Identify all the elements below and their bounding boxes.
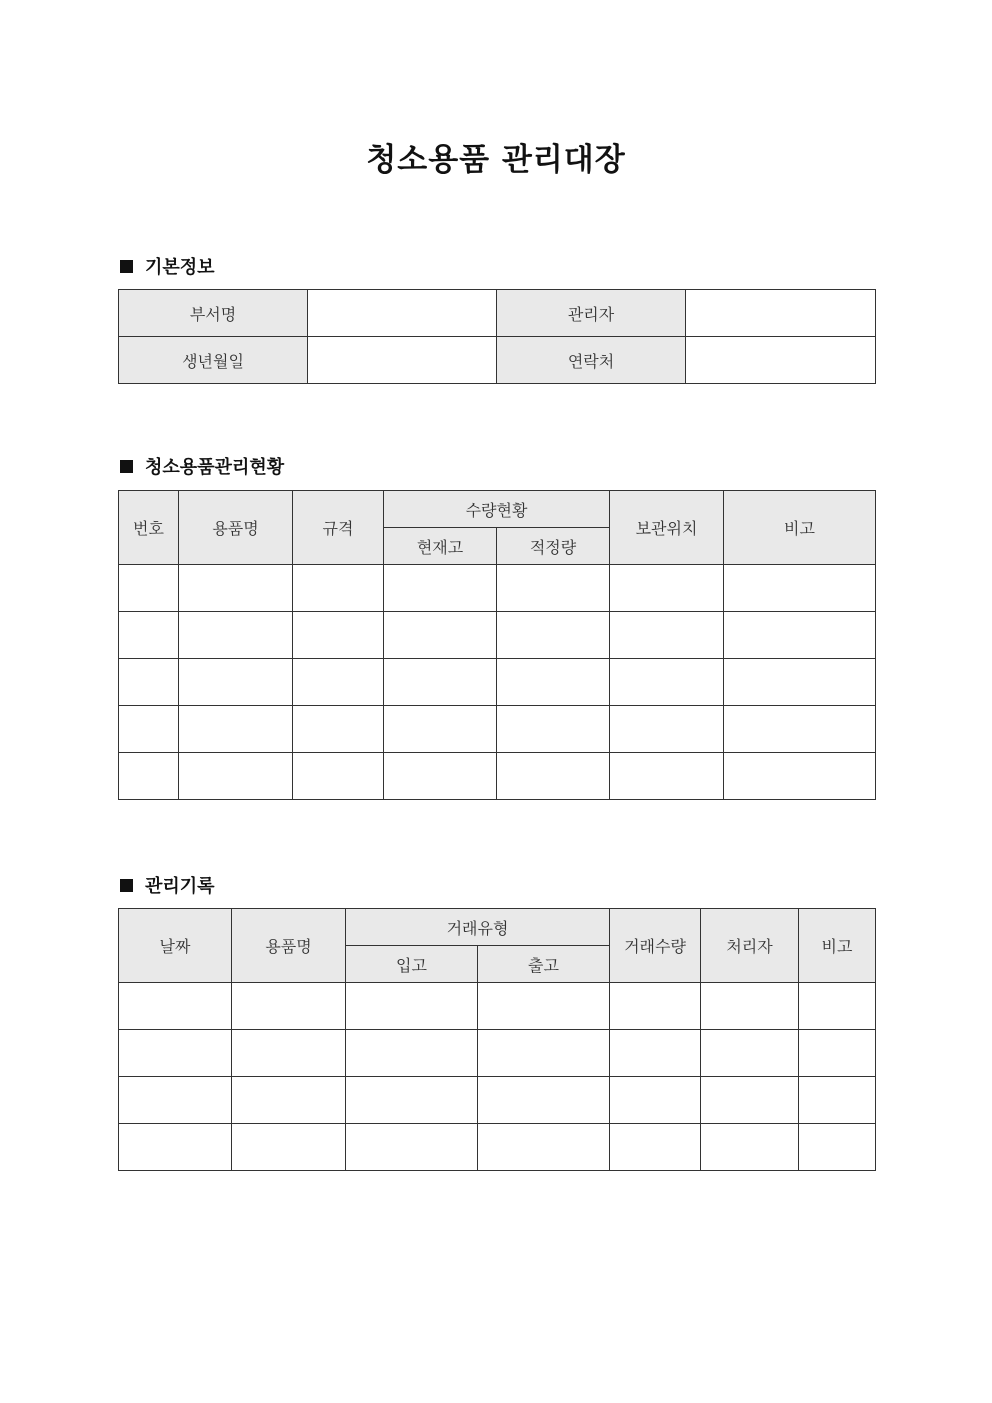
item-name-cell[interactable]	[232, 1030, 346, 1077]
table-row	[119, 612, 876, 659]
item-name-cell[interactable]	[179, 612, 293, 659]
basic-info-table	[118, 289, 876, 384]
item-name-cell[interactable]	[232, 983, 346, 1030]
header-handler: 처리자	[701, 909, 799, 983]
outgoing-cell[interactable]	[478, 1124, 610, 1171]
manager-field[interactable]	[686, 290, 876, 337]
header-remarks: 비고	[799, 909, 876, 983]
table-row	[119, 706, 876, 753]
current-stock-cell[interactable]	[384, 612, 497, 659]
header-item-name: 용품명	[232, 909, 346, 983]
number-cell[interactable]	[119, 612, 179, 659]
proper-amount-cell[interactable]	[497, 706, 610, 753]
contact-field[interactable]	[686, 337, 876, 384]
number-cell[interactable]	[119, 659, 179, 706]
header-transaction-qty: 거래수량	[610, 909, 701, 983]
remarks-cell[interactable]	[799, 1077, 876, 1124]
remarks-cell[interactable]	[724, 612, 876, 659]
storage-location-cell[interactable]	[610, 565, 724, 612]
department-field[interactable]	[308, 290, 497, 337]
item-name-cell[interactable]	[232, 1124, 346, 1171]
spec-cell[interactable]	[293, 753, 384, 800]
incoming-cell[interactable]	[346, 983, 478, 1030]
inventory-header-row	[119, 491, 876, 528]
records-heading-label: 관리기록	[145, 876, 215, 897]
spec-cell[interactable]	[293, 565, 384, 612]
remarks-cell[interactable]	[724, 565, 876, 612]
outgoing-cell[interactable]	[478, 1077, 610, 1124]
records-header-row	[119, 909, 876, 946]
proper-amount-cell[interactable]	[497, 612, 610, 659]
handler-cell[interactable]	[701, 983, 799, 1030]
transaction-qty-cell[interactable]	[610, 1124, 701, 1171]
square-bullet-icon	[120, 879, 133, 892]
item-name-cell[interactable]	[232, 1077, 346, 1124]
document-title: 청소용품 관리대장	[366, 142, 626, 178]
basic-info-heading	[120, 253, 215, 279]
proper-amount-cell[interactable]	[497, 753, 610, 800]
incoming-cell[interactable]	[346, 1124, 478, 1171]
basic-info-row	[119, 290, 876, 337]
spec-cell[interactable]	[293, 612, 384, 659]
table-row	[119, 753, 876, 800]
header-number: 번호	[119, 491, 179, 565]
outgoing-cell[interactable]	[478, 1030, 610, 1077]
storage-location-cell[interactable]	[610, 612, 724, 659]
remarks-cell[interactable]	[724, 659, 876, 706]
transaction-qty-cell[interactable]	[610, 983, 701, 1030]
table-row	[119, 565, 876, 612]
inventory-heading-label: 청소용품관리현황	[145, 457, 285, 478]
header-item-name: 용품명	[179, 491, 293, 565]
date-cell[interactable]	[119, 1124, 232, 1171]
remarks-cell[interactable]	[799, 1030, 876, 1077]
table-row	[119, 983, 876, 1030]
handler-cell[interactable]	[701, 1077, 799, 1124]
storage-location-cell[interactable]	[610, 659, 724, 706]
handler-cell[interactable]	[701, 1030, 799, 1077]
header-outgoing: 출고	[478, 946, 610, 983]
item-name-cell[interactable]	[179, 659, 293, 706]
square-bullet-icon	[120, 260, 133, 273]
records-heading	[120, 872, 215, 898]
header-storage-location: 보관위치	[610, 491, 724, 565]
proper-amount-cell[interactable]	[497, 659, 610, 706]
inventory-table	[118, 490, 876, 800]
date-cell[interactable]	[119, 983, 232, 1030]
manager-label: 관리자	[497, 290, 686, 337]
remarks-cell[interactable]	[724, 706, 876, 753]
header-current-stock: 현재고	[384, 528, 497, 565]
spec-cell[interactable]	[293, 706, 384, 753]
header-quantity-status: 수량현황	[384, 491, 610, 528]
item-name-cell[interactable]	[179, 565, 293, 612]
header-proper-amount: 적정량	[497, 528, 610, 565]
basic-info-heading-label: 기본정보	[145, 257, 215, 278]
department-label: 부서명	[119, 290, 308, 337]
date-cell[interactable]	[119, 1077, 232, 1124]
date-cell[interactable]	[119, 1030, 232, 1077]
header-remarks: 비고	[724, 491, 876, 565]
table-row	[119, 659, 876, 706]
incoming-cell[interactable]	[346, 1077, 478, 1124]
header-transaction-type: 거래유형	[346, 909, 610, 946]
handler-cell[interactable]	[701, 1124, 799, 1171]
table-row	[119, 1030, 876, 1077]
incoming-cell[interactable]	[346, 1030, 478, 1077]
current-stock-cell[interactable]	[384, 706, 497, 753]
remarks-cell[interactable]	[724, 753, 876, 800]
outgoing-cell[interactable]	[478, 983, 610, 1030]
number-cell[interactable]	[119, 706, 179, 753]
current-stock-cell[interactable]	[384, 753, 497, 800]
item-name-cell[interactable]	[179, 706, 293, 753]
current-stock-cell[interactable]	[384, 659, 497, 706]
table-row	[119, 1124, 876, 1171]
proper-amount-cell[interactable]	[497, 565, 610, 612]
header-date: 날짜	[119, 909, 232, 983]
item-name-cell[interactable]	[179, 753, 293, 800]
records-table	[118, 908, 876, 1171]
remarks-cell[interactable]	[799, 983, 876, 1030]
square-bullet-icon	[120, 460, 133, 473]
inventory-heading	[120, 453, 284, 479]
current-stock-cell[interactable]	[384, 565, 497, 612]
spec-cell[interactable]	[293, 659, 384, 706]
transaction-qty-cell[interactable]	[610, 1077, 701, 1124]
header-spec: 규격	[293, 491, 384, 565]
transaction-qty-cell[interactable]	[610, 1030, 701, 1077]
birthdate-label: 생년월일	[119, 337, 308, 384]
contact-label: 연락처	[497, 337, 686, 384]
remarks-cell[interactable]	[799, 1124, 876, 1171]
storage-location-cell[interactable]	[610, 706, 724, 753]
number-cell[interactable]	[119, 565, 179, 612]
storage-location-cell[interactable]	[610, 753, 724, 800]
basic-info-row	[119, 337, 876, 384]
table-row	[119, 1077, 876, 1124]
birthdate-field[interactable]	[308, 337, 497, 384]
header-incoming: 입고	[346, 946, 478, 983]
number-cell[interactable]	[119, 753, 179, 800]
